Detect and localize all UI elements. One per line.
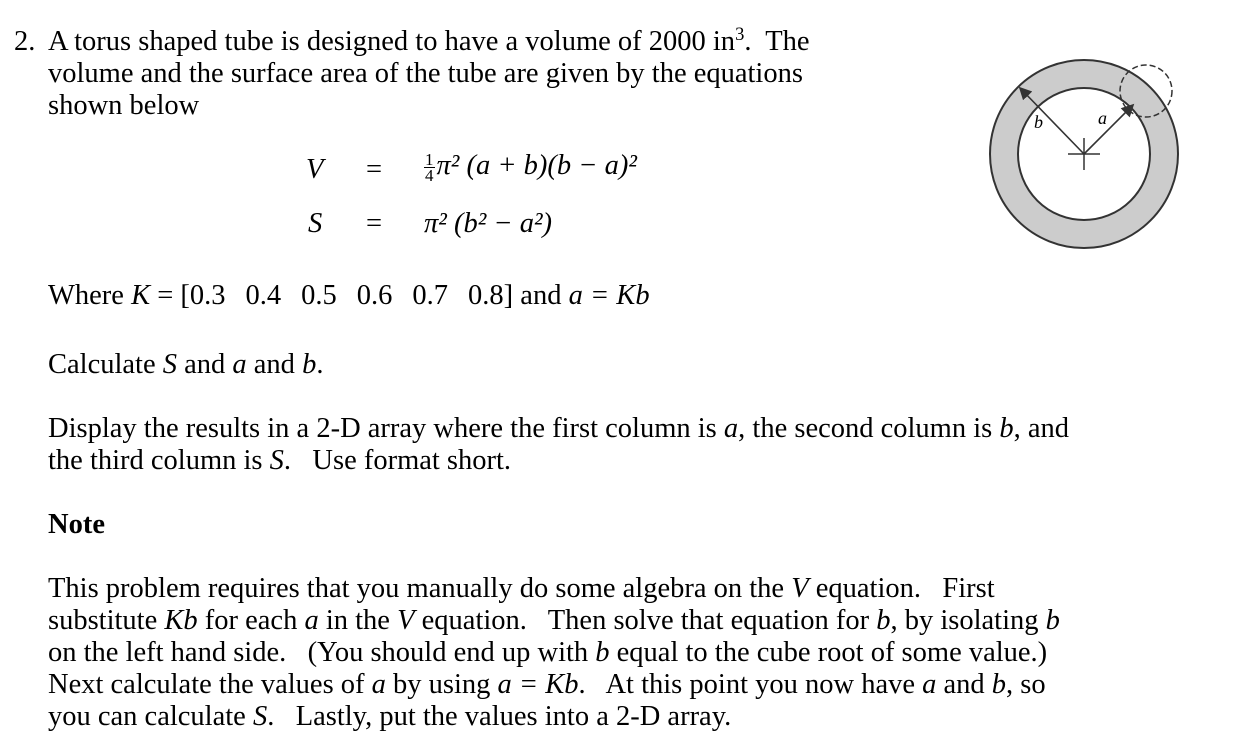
calculate-and: and xyxy=(253,349,295,380)
problem-intro-line3: shown below xyxy=(48,90,200,121)
note-text: , by isolating xyxy=(890,605,1039,636)
k-value: 0.3 xyxy=(189,280,226,311)
note-line2 xyxy=(48,605,1060,637)
intro-text: A torus shaped tube is designed to have a volume of 2000 in xyxy=(48,26,736,57)
var-b: b xyxy=(991,669,1007,700)
volume-equation-equals: = xyxy=(366,154,383,185)
var-a: a xyxy=(371,669,386,700)
var-S: S xyxy=(252,701,268,732)
display-text: , and xyxy=(1013,413,1070,444)
var-a: a xyxy=(922,669,937,700)
var-V: V xyxy=(306,154,324,185)
var-S: S xyxy=(308,208,323,239)
label-a: a xyxy=(1098,108,1107,128)
note-text: in the xyxy=(325,605,390,636)
var-K: K xyxy=(131,280,151,311)
intro-text-end: . The xyxy=(744,26,810,57)
note-text: by using xyxy=(393,669,491,700)
k-value: 0.7 xyxy=(412,280,449,311)
note-text: on the left hand side. (You should end up with xyxy=(48,637,589,668)
volume-expression: π² (a + b)(b − a)² xyxy=(436,150,637,181)
torus-diagram xyxy=(962,34,1208,280)
note-text: Next calculate the values of xyxy=(48,669,365,700)
a-equals-kb: a = Kb xyxy=(568,280,650,311)
note-line4 xyxy=(48,669,1046,701)
note-text: for each xyxy=(204,605,298,636)
display-text: , the second column is xyxy=(738,413,993,444)
var-b: b xyxy=(1045,605,1060,636)
note-text: you can calculate xyxy=(48,701,246,732)
note-text: This problem requires that you manually do some algebra on the xyxy=(48,573,785,604)
calculate-period: . xyxy=(316,349,324,380)
k-value: 0.5 xyxy=(301,280,337,311)
cubic-exponent: 3 xyxy=(735,23,745,45)
display-line1 xyxy=(48,413,1069,445)
note-line3 xyxy=(48,637,1047,669)
one-quarter-fraction xyxy=(424,149,435,185)
k-value: 0.4 xyxy=(245,280,282,311)
where-and: and xyxy=(520,280,562,311)
note-text: . Lastly, put the values into a 2-D array. xyxy=(267,701,732,732)
where-equals: = xyxy=(157,280,174,311)
note-heading: Note xyxy=(48,509,105,540)
display-text: the third column is xyxy=(48,445,263,476)
var-V: V xyxy=(791,573,809,604)
var-a: a xyxy=(304,605,319,636)
volume-equation-rhs xyxy=(424,150,637,183)
var-V: V xyxy=(397,605,415,636)
k-vector: [0.3 0.4 0.5 0.6 0.7 0.8] xyxy=(180,280,514,311)
var-S: S xyxy=(269,445,284,476)
note-text: and xyxy=(943,669,985,700)
var-b: b xyxy=(595,637,610,668)
note-text: equal to the cube root of some value.) xyxy=(616,637,1048,668)
note-text: , so xyxy=(1006,669,1046,700)
fraction-denominator: 4 xyxy=(425,165,434,185)
var-Kb: Kb xyxy=(164,605,198,636)
note-text: . At this point you now have xyxy=(578,669,915,700)
surface-equation-lhs xyxy=(308,208,322,240)
problem-intro-line1 xyxy=(48,23,810,58)
var-b: b xyxy=(876,605,891,636)
k-value: 0.8 xyxy=(468,280,504,311)
calculate-line xyxy=(48,349,323,381)
note-line1 xyxy=(48,573,995,605)
calculate-and: and xyxy=(184,349,226,380)
var-a: a xyxy=(723,413,739,444)
display-text: . Use format short. xyxy=(283,445,512,476)
surface-expression: π² (b² − a²) xyxy=(424,208,552,239)
note-text: equation. Then solve that equation for xyxy=(421,605,870,636)
var-b: b xyxy=(302,349,317,380)
k-value: 0.6 xyxy=(356,280,393,311)
calculate-text: Calculate xyxy=(48,349,156,380)
var-b: b xyxy=(999,413,1014,444)
surface-equation-equals: = xyxy=(366,208,383,239)
display-text: Display the results in a 2-D array where the first column is xyxy=(48,413,717,444)
note-text: substitute xyxy=(48,605,158,636)
problem-intro-line2: volume and the surface area of the tube are given by the equations xyxy=(48,58,803,89)
fraction-numerator: 1 xyxy=(425,149,434,169)
where-line xyxy=(48,280,650,312)
volume-equation-lhs xyxy=(306,154,323,186)
problem-number: 2. xyxy=(14,26,36,57)
label-b: b xyxy=(1034,112,1043,132)
note-text: equation. First xyxy=(815,573,995,604)
display-line2 xyxy=(48,445,511,477)
var-a: a xyxy=(232,349,247,380)
var-S: S xyxy=(162,349,177,380)
surface-equation-rhs xyxy=(424,208,552,240)
where-label: Where xyxy=(48,280,124,311)
a-equals-kb: a = Kb xyxy=(497,669,579,700)
note-line5 xyxy=(48,701,731,733)
